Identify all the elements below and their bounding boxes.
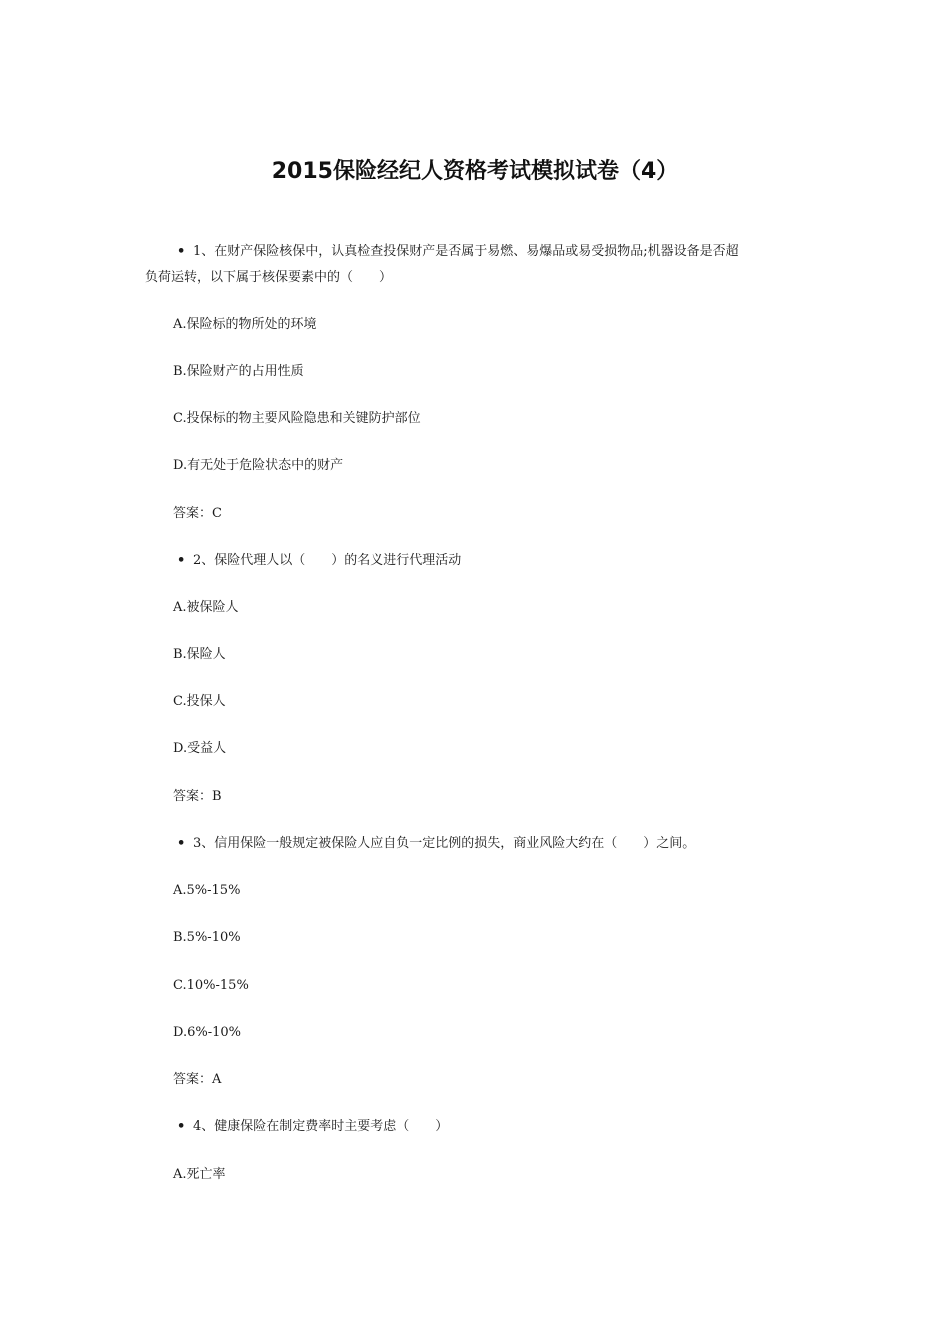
question-4-text: 4、健康保险在制定费率时主要考虑（ ） bbox=[193, 1119, 449, 1134]
question-3 bbox=[177, 834, 695, 854]
question-2-option-d: D.受益人 bbox=[173, 741, 227, 756]
question-3-text: 3、信用保险一般规定被保险人应自负一定比例的损失，商业风险大约在（ ）之间。 bbox=[193, 836, 696, 851]
question-3-option-b: B.5%-10% bbox=[173, 930, 241, 945]
question-3-answer: 答案：A bbox=[173, 1072, 222, 1087]
question-1 bbox=[177, 242, 739, 262]
question-1-option-d: D.有无处于危险状态中的财产 bbox=[173, 458, 344, 473]
bullet: • bbox=[177, 244, 186, 259]
question-1-option-a: A.保险标的物所处的环境 bbox=[173, 317, 317, 332]
question-4-option-a: A.死亡率 bbox=[173, 1167, 226, 1182]
question-3-option-a: A.5%-15% bbox=[173, 883, 241, 898]
document-title: 2015保险经纪人资格考试模拟试卷（4） bbox=[271, 159, 679, 184]
question-2-answer: 答案：B bbox=[173, 789, 222, 804]
question-3-option-d: D.6%-10% bbox=[173, 1025, 242, 1040]
question-1-answer: 答案：C bbox=[173, 506, 222, 521]
bullet: • bbox=[177, 553, 186, 568]
question-2-option-a: A.被保险人 bbox=[173, 600, 239, 615]
question-2-option-c: C.投保人 bbox=[173, 694, 226, 709]
bullet: • bbox=[177, 836, 186, 851]
question-1-option-c: C.投保标的物主要风险隐患和关键防护部位 bbox=[173, 411, 421, 426]
question-1-option-b: B.保险财产的占用性质 bbox=[173, 364, 304, 379]
question-2-text: 2、保险代理人以（ ）的名义进行代理活动 bbox=[193, 553, 462, 568]
question-1-text-continued: 负荷运转，以下属于核保要素中的（ ） bbox=[145, 270, 393, 285]
question-1-text: 1、在财产保险核保中，认真检查投保财产是否属于易燃、易爆品或易受损物品;机器设备是否超 bbox=[193, 244, 739, 259]
bullet: • bbox=[177, 1119, 186, 1134]
question-2 bbox=[177, 551, 461, 571]
question-4 bbox=[177, 1117, 448, 1137]
question-2-option-b: B.保险人 bbox=[173, 647, 226, 662]
question-3-option-c: C.10%-15% bbox=[173, 978, 249, 993]
